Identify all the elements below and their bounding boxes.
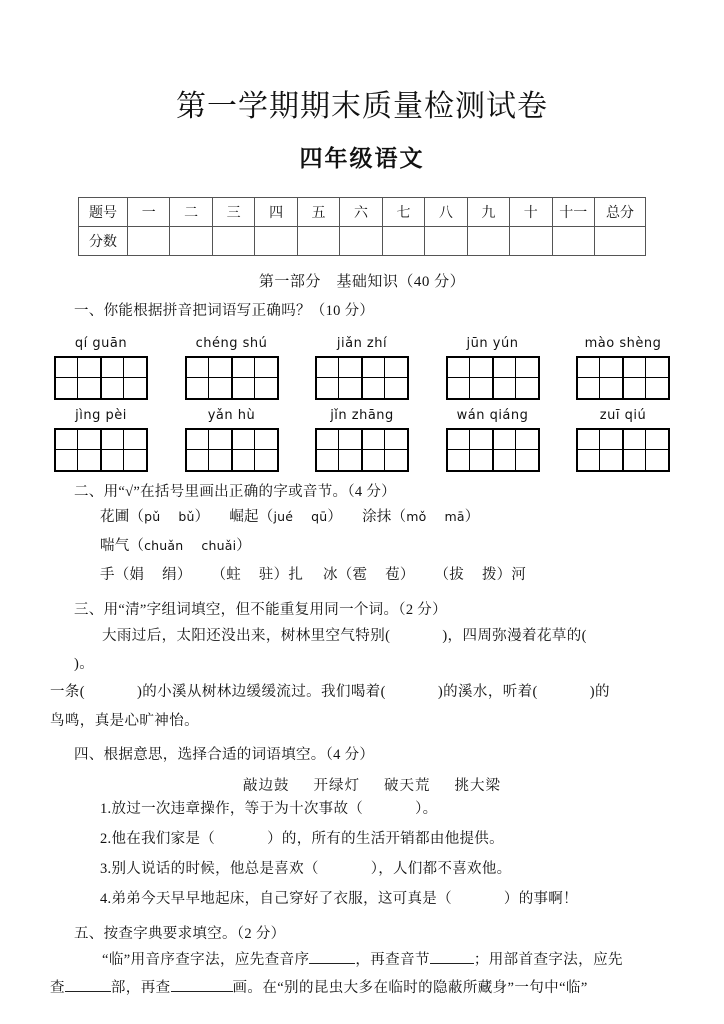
- tianzige-grid[interactable]: [54, 356, 148, 400]
- score-cell-2[interactable]: [170, 226, 212, 255]
- choice-option-b[interactable]: chuǎi: [201, 538, 237, 554]
- choice-item[interactable]: [323, 561, 415, 590]
- q3-text-d: 一条(: [50, 684, 86, 701]
- question-5-title: 五、按查字典要求填空。（2 分）: [74, 926, 286, 943]
- choice-option-b[interactable]: 拨: [481, 567, 497, 584]
- pinyin-row-2: [40, 400, 684, 472]
- wordbank-item-2[interactable]: 开绿灯: [313, 778, 360, 795]
- item-text-before: 别人说话的时候，他总是喜欢（: [111, 860, 319, 877]
- item-text-after: ），人们都不喜欢他。: [370, 860, 512, 877]
- pinyin-label: zuī qiú: [599, 407, 647, 423]
- q3-text-f: )的溪水，听着(: [437, 684, 538, 701]
- choice-item[interactable]: [100, 532, 251, 561]
- tianzige-grid[interactable]: [54, 428, 148, 472]
- score-table-wrapper: [0, 173, 724, 256]
- q3-text-e: )的小溪从树林边缓缓流过。我们喝着(: [137, 684, 386, 701]
- score-cell-1[interactable]: [128, 226, 170, 255]
- pinyin-label: jiǎn zhí: [336, 335, 388, 351]
- choice-item[interactable]: [229, 503, 342, 532]
- question-4-wordbank: [74, 766, 650, 795]
- item-text-after: ）的事啊！: [503, 890, 578, 907]
- question-3-title: 三、用“清”字组词填空，但不能重复用同一个词。（2 分）: [74, 602, 447, 619]
- question-5-line-2: [50, 974, 650, 1002]
- score-cell-7[interactable]: [382, 226, 424, 255]
- pinyin-group: [315, 336, 409, 400]
- score-table-row-label-question: 题号: [79, 197, 128, 226]
- fill-blank-underline[interactable]: [171, 991, 233, 992]
- pinyin-group: [185, 336, 279, 400]
- tianzige-grid[interactable]: [185, 428, 279, 472]
- choice-option-b[interactable]: bǔ: [178, 509, 195, 525]
- pinyin-label: mào shèng: [584, 335, 662, 351]
- pinyin-label: jìng pèi: [75, 407, 127, 423]
- question-5-line-1: [74, 946, 650, 974]
- choice-option-a[interactable]: 蛀: [226, 567, 241, 584]
- pinyin-label: qí guān: [74, 335, 128, 351]
- score-table-col-8: 八: [425, 197, 467, 226]
- score-table: [78, 197, 646, 256]
- question-4-item-4: [74, 885, 650, 915]
- q5-text-e: 部，再查: [110, 980, 171, 997]
- wordbank-item-4[interactable]: 挑大梁: [454, 778, 501, 795]
- choice-tail: ）: [176, 567, 192, 584]
- tianzige-grid[interactable]: [576, 428, 670, 472]
- score-cell-4[interactable]: [255, 226, 297, 255]
- choice-option-b[interactable]: 苞: [385, 567, 400, 584]
- choice-tail: ）: [464, 509, 480, 526]
- item-number: 4.: [100, 890, 112, 907]
- pinyin-group: [54, 408, 148, 472]
- q3-text-a: 大雨过后，太阳还没出来，树林里空气特别(: [102, 627, 391, 644]
- choice-item[interactable]: [212, 561, 304, 590]
- question-4-item-3: [74, 855, 650, 885]
- score-table-col-6: 六: [340, 197, 382, 226]
- choice-item[interactable]: [435, 561, 527, 590]
- question-3-line-1: [74, 622, 650, 679]
- score-table-col-4: 四: [255, 197, 297, 226]
- pinyin-label: chéng shú: [195, 335, 268, 351]
- score-table-col-3: 三: [212, 197, 254, 226]
- q5-text-f: 画。在“别的昆虫大多在临时的隐蔽所藏身”一句中“临”: [232, 980, 588, 997]
- question-5-block: [0, 914, 724, 1002]
- score-cell-10[interactable]: [510, 226, 552, 255]
- choice-word: （: [211, 567, 227, 584]
- pinyin-writing-section: [0, 322, 724, 472]
- question-1-title: 一、你能根据拼音把词语写正确吗？（10 分）: [74, 302, 375, 319]
- score-table-col-1: 一: [128, 197, 170, 226]
- tianzige-grid[interactable]: [576, 356, 670, 400]
- score-table-row-label-score: 分数: [79, 226, 128, 255]
- choice-option-a[interactable]: 拔: [449, 567, 464, 584]
- wordbank-item-3[interactable]: 破天荒: [384, 778, 431, 795]
- score-cell-5[interactable]: [297, 226, 339, 255]
- score-table-col-10: 十: [510, 197, 552, 226]
- pinyin-label: yǎn hù: [207, 407, 256, 423]
- score-cell-9[interactable]: [467, 226, 509, 255]
- item-number: 2.: [100, 831, 112, 848]
- question-4-title: 四、根据意思，选择合适的词语填空。（4 分）: [74, 746, 375, 763]
- choice-word: 冰（: [323, 567, 353, 584]
- q3-text-g: )的: [589, 684, 610, 701]
- choice-option-b[interactable]: 驻: [258, 567, 274, 584]
- choice-option-b[interactable]: mā: [444, 509, 465, 525]
- fill-blank-underline[interactable]: [65, 991, 111, 992]
- choice-tail: ）河: [496, 567, 527, 584]
- wordbank-item-1[interactable]: 敲边鼓: [243, 778, 290, 795]
- tianzige-grid[interactable]: [315, 356, 409, 400]
- choice-tail: ）: [236, 538, 251, 555]
- question-2-row-2: [74, 561, 650, 590]
- question-4-item-1: [74, 795, 650, 825]
- part-heading: 第一部分 基础知识（40 分）: [258, 273, 466, 290]
- fill-blank-underline[interactable]: [430, 963, 474, 964]
- question-2-title: 二、用“√”在括号里画出正确的字或音节。（4 分）: [74, 483, 396, 500]
- pinyin-group: [576, 408, 670, 472]
- choice-option-a[interactable]: mǒ: [406, 509, 427, 525]
- choice-word: 花圃（: [100, 509, 145, 526]
- choice-word: 手（: [100, 567, 130, 584]
- score-table-col-7: 七: [382, 197, 424, 226]
- item-text-before: 放过一次违章操作，等于为十次事故（: [111, 801, 364, 818]
- page-subtitle: 四年级语文: [299, 144, 425, 171]
- choice-option-a[interactable]: chuǎn: [144, 538, 184, 554]
- question-3-block: [0, 590, 724, 735]
- score-cell-6[interactable]: [340, 226, 382, 255]
- pinyin-row-1: [40, 328, 684, 400]
- pinyin-group: [576, 336, 670, 400]
- choice-item[interactable]: [362, 503, 479, 532]
- choice-tail: ）扎: [273, 567, 304, 584]
- q3-text-h: 鸟鸣，真是心旷神怡。: [50, 712, 199, 729]
- q5-text-a: “临”用音序查字法，应先查音序: [102, 951, 310, 968]
- score-table-col-9: 九: [467, 197, 509, 226]
- pinyin-group: [185, 408, 279, 472]
- tianzige-grid[interactable]: [446, 356, 540, 400]
- choice-option-a[interactable]: 娟: [129, 567, 145, 584]
- table-row-scores: [79, 226, 646, 255]
- question-4-block: [0, 735, 724, 914]
- fill-blank-underline[interactable]: [309, 963, 355, 964]
- score-table-col-total: 总分: [595, 197, 646, 226]
- score-table-col-5: 五: [297, 197, 339, 226]
- choice-word: 崛起（: [229, 509, 274, 526]
- q3-text-b: )，四周弥漫着花草的(: [442, 627, 587, 644]
- pinyin-group: [446, 408, 540, 472]
- choice-option-b[interactable]: 绢: [162, 567, 177, 584]
- choice-word: 喘气（: [100, 538, 145, 555]
- choice-item[interactable]: [100, 503, 209, 532]
- choice-option-a[interactable]: pǔ: [144, 509, 161, 525]
- q5-text-d: 查: [50, 980, 65, 997]
- score-cell-total[interactable]: [595, 226, 646, 255]
- choice-word: （: [434, 567, 450, 584]
- question-3-line-3: [50, 707, 650, 735]
- item-number: 1.: [100, 801, 112, 818]
- choice-tail: ）: [327, 509, 343, 526]
- choice-option-a[interactable]: 雹: [352, 567, 368, 584]
- pinyin-label: jǐn zhāng: [330, 407, 394, 423]
- item-text-after: ）的，所有的生活开销都由他提供。: [267, 831, 504, 848]
- question-4-item-2: [74, 825, 650, 855]
- item-text-after: ）。: [415, 801, 438, 818]
- choice-option-b[interactable]: qū: [311, 509, 328, 525]
- item-text-before: 弟弟今天早早地起床，自己穿好了衣服，这可真是（: [111, 890, 452, 907]
- table-row-question-numbers: [79, 197, 646, 226]
- q5-text-c: ；用部首查字法，应先: [473, 951, 623, 968]
- tianzige-grid[interactable]: [315, 428, 409, 472]
- page-title: 第一学期期末质量检测试卷: [176, 90, 548, 123]
- pinyin-label: jūn yún: [466, 335, 519, 351]
- choice-tail: ）: [194, 509, 210, 526]
- choice-tail: ）: [399, 567, 415, 584]
- question-2-block: [0, 472, 724, 590]
- q5-text-b: ，再查音节: [355, 951, 430, 968]
- item-number: 3.: [100, 860, 112, 877]
- score-cell-8[interactable]: [425, 226, 467, 255]
- question-3-line-2: [50, 678, 650, 706]
- pinyin-group: [54, 336, 148, 400]
- pinyin-label: wán qiáng: [456, 407, 529, 423]
- choice-option-a[interactable]: jué: [273, 509, 294, 525]
- score-table-col-11: 十一: [552, 197, 594, 226]
- choice-item[interactable]: [100, 561, 192, 590]
- pinyin-group: [446, 336, 540, 400]
- question-1-block: [0, 291, 724, 322]
- tianzige-grid[interactable]: [446, 428, 540, 472]
- score-table-col-2: 二: [170, 197, 212, 226]
- q3-text-c: )。: [74, 656, 95, 673]
- question-2-row-1: [74, 503, 650, 561]
- score-cell-3[interactable]: [212, 226, 254, 255]
- score-cell-11[interactable]: [552, 226, 594, 255]
- item-text-before: 他在我们家是（: [111, 831, 216, 848]
- tianzige-grid[interactable]: [185, 356, 279, 400]
- pinyin-group: [315, 408, 409, 472]
- choice-word: 涂抹（: [362, 509, 407, 526]
